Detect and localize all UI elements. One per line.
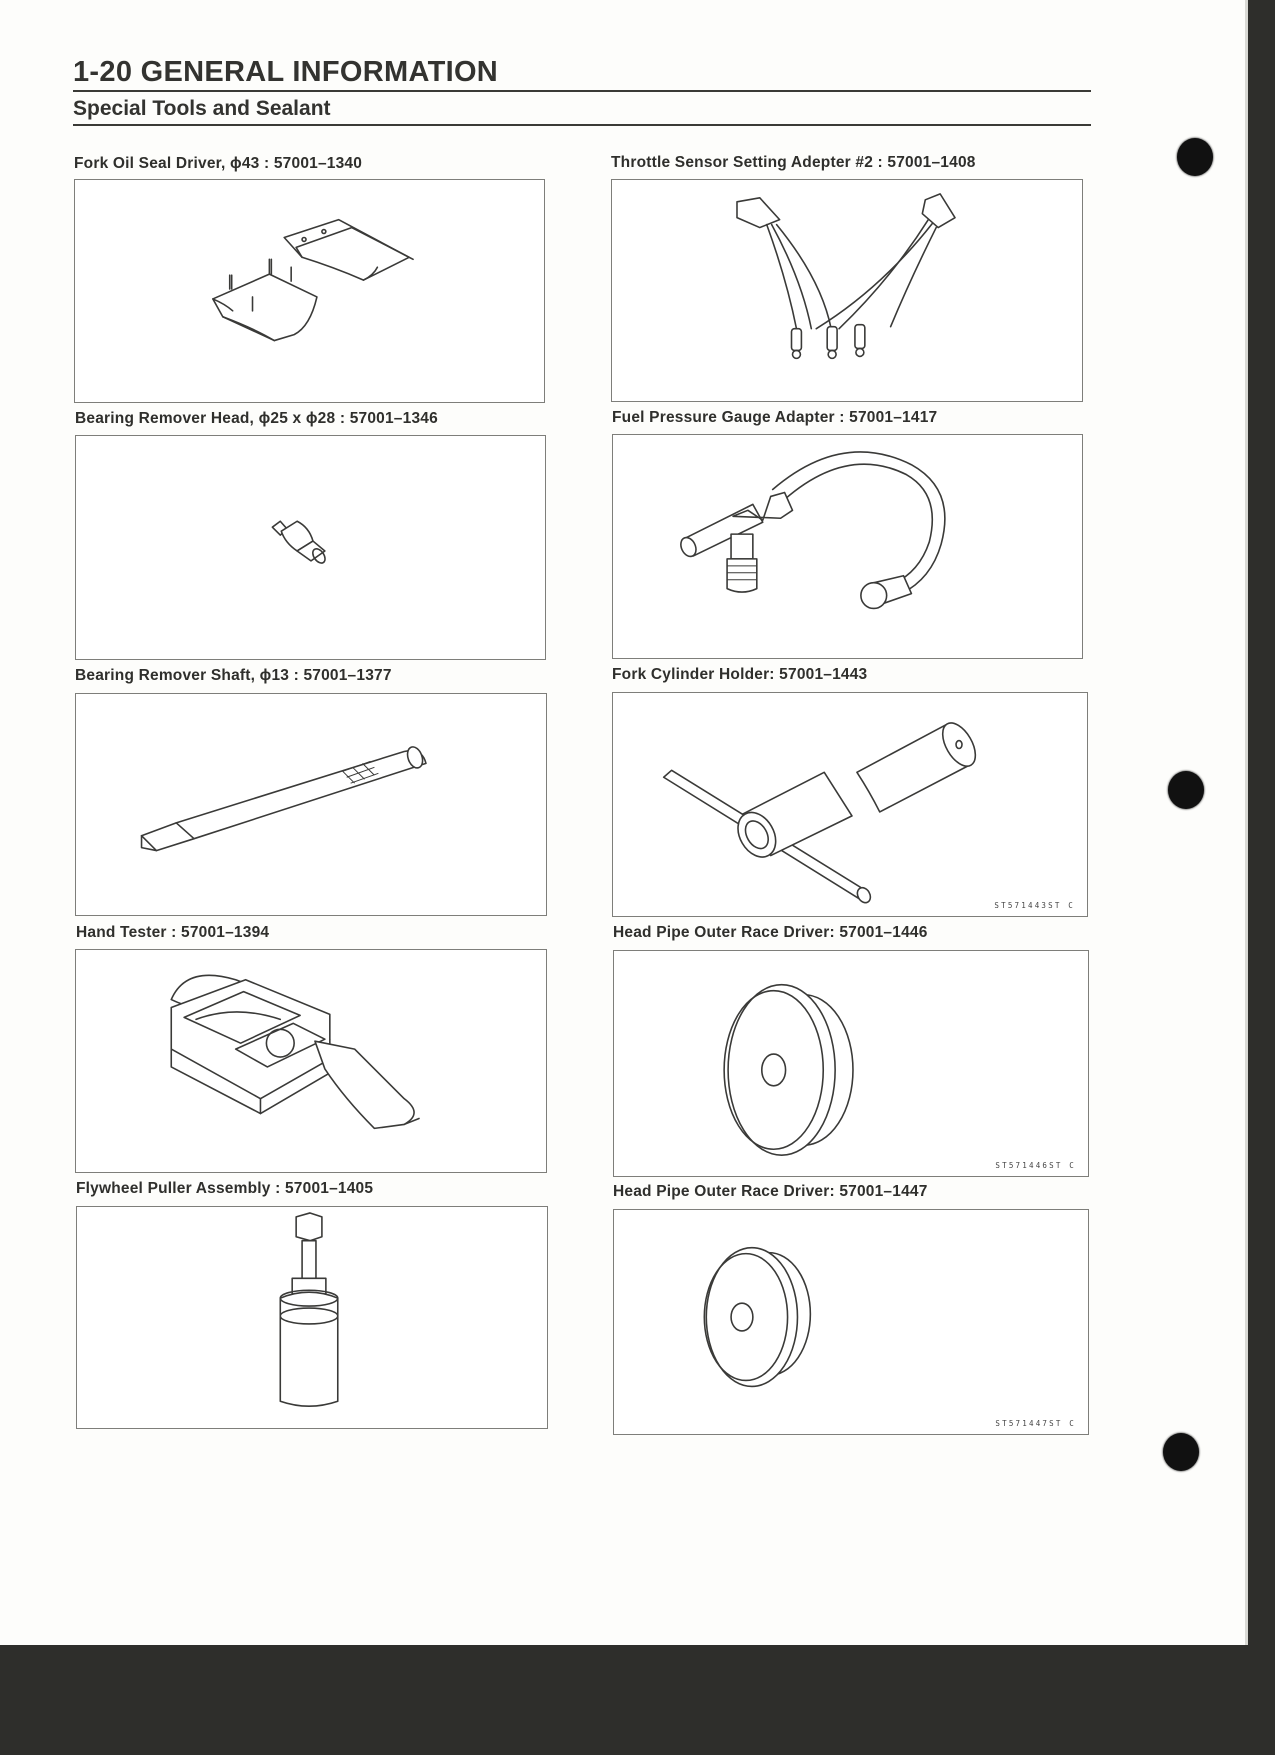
hand-tester-drawing <box>76 950 546 1172</box>
tool-caption: Bearing Remover Head, ϕ25 x ϕ28 : 57001–1346 <box>75 410 438 427</box>
tool-caption: Throttle Sensor Setting Adepter #2 : 57001–1408 <box>611 154 976 171</box>
bearing-remover-head-drawing <box>76 436 545 659</box>
tool-caption: Fuel Pressure Gauge Adapter : 57001–1417 <box>612 409 938 426</box>
tool-figure <box>612 434 1083 659</box>
title-rule <box>73 90 1091 92</box>
tool-figure <box>75 693 547 916</box>
tool-figure <box>75 435 546 660</box>
figure-reference-code: ST571443ST C <box>994 901 1075 910</box>
bearing-remover-shaft-drawing <box>76 694 546 915</box>
head-pipe-race-driver-drawing <box>614 1210 1088 1434</box>
fork-cylinder-holder-drawing <box>613 693 1087 916</box>
tool-figure <box>76 1206 548 1429</box>
tool-caption: Fork Cylinder Holder: 57001–1443 <box>612 666 868 683</box>
subtitle-rule <box>73 124 1091 126</box>
tool-caption: Fork Oil Seal Driver, ϕ43 : 57001–1340 <box>74 155 363 172</box>
binder-hole <box>1163 1433 1199 1471</box>
figure-reference-code: ST571446ST C <box>995 1161 1076 1170</box>
fuel-pressure-gauge-adapter-drawing <box>613 435 1082 658</box>
binder-hole <box>1177 138 1213 176</box>
head-pipe-race-driver-drawing <box>614 951 1088 1176</box>
tool-figure <box>613 1209 1089 1435</box>
tool-caption: Head Pipe Outer Race Driver: 57001–1447 <box>613 1183 928 1200</box>
page-edge <box>1245 0 1248 1645</box>
binder-hole <box>1168 771 1204 809</box>
tool-figure <box>613 950 1089 1177</box>
tool-caption: Flywheel Puller Assembly : 57001–1405 <box>76 1180 374 1197</box>
flywheel-puller-drawing <box>77 1207 547 1428</box>
tool-caption: Head Pipe Outer Race Driver: 57001–1446 <box>613 924 928 941</box>
tool-figure <box>75 949 547 1173</box>
tool-caption: Hand Tester : 57001–1394 <box>76 924 270 941</box>
page-subtitle: Special Tools and Sealant <box>73 97 331 120</box>
tool-figure <box>74 179 545 403</box>
throttle-sensor-adapter-drawing <box>612 180 1082 401</box>
figure-reference-code: ST571447ST C <box>995 1419 1076 1428</box>
tool-figure <box>611 179 1083 402</box>
section-title: 1-20 GENERAL INFORMATION <box>73 56 499 88</box>
fork-oil-seal-driver-drawing <box>75 180 544 402</box>
tool-figure <box>612 692 1088 917</box>
tool-caption: Bearing Remover Shaft, ϕ13 : 57001–1377 <box>75 667 392 684</box>
